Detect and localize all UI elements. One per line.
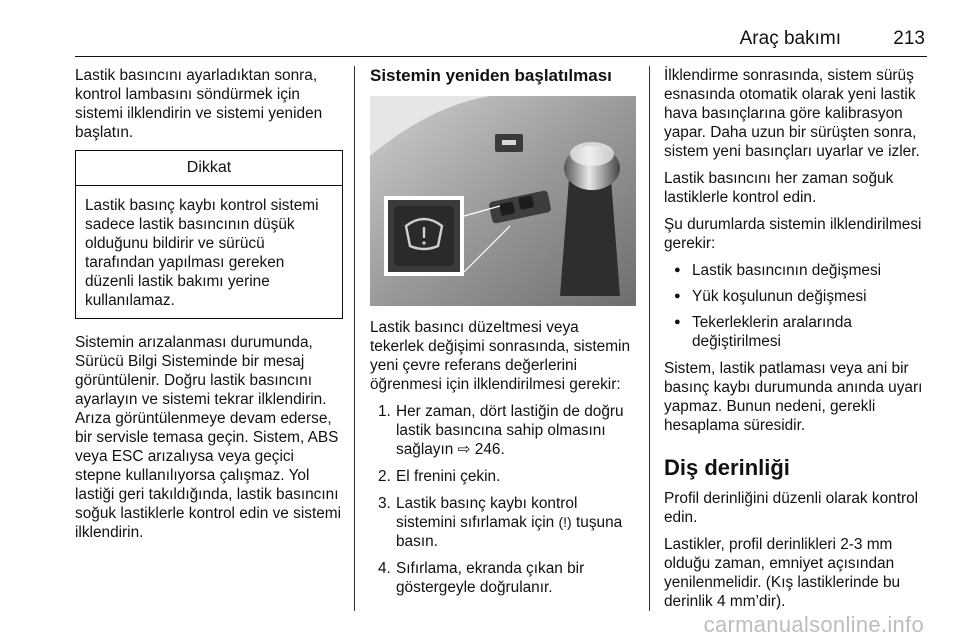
- paragraph: Profil derinliğini düzenli olarak kontrol edin.: [664, 490, 919, 526]
- paragraph: Lastik basıncını her zaman soğuk lastiklerle kontrol edin.: [664, 170, 894, 206]
- list-item: [370, 559, 636, 597]
- step-text: Lastik basınç kaybı kontrol sistemini sıfırlamak için: [396, 495, 578, 531]
- section-heading: Sistemin yeniden başlatılması: [370, 66, 612, 85]
- paragraph: Şu durumlarda sistemin ilklendirilmesi gerekir:: [664, 216, 922, 252]
- page-number: 213: [893, 28, 925, 49]
- list-item: [370, 494, 636, 551]
- paragraph: Sistem, lastik patlaması veya ani bir basınç kaybı durumunda anında uyarı yapmaz. Bunun nedeni, gerekli hesaplama süresidir.: [664, 360, 923, 434]
- paragraph: Lastik basıncını ayarladıktan sonra, kontrol lambasını söndürmek için sistemi ilklendirin ve sistemi yeniden başlatın.: [75, 67, 323, 141]
- page-header: [75, 26, 927, 57]
- watermark: carmanualsonline.info: [703, 612, 924, 637]
- paragraph: Lastik basıncı düzeltmesi veya tekerlek değişimi sonrasında, sistemin yeni çevre referans değerlerini öğrenmesi için ilklendirilmesi gerekir:: [370, 319, 631, 393]
- notice-title: Dikkat: [76, 151, 342, 186]
- section-heading: Diş derinliği: [664, 455, 790, 480]
- step-text: Sıfırlama, ekranda çıkan bir göstergeyle doğrulanır.: [396, 560, 585, 596]
- paragraph: İlklendirme sonrasında, sistem sürüş esnasında otomatik olarak yeni lastik hava basınçlarına göre kalibrasyon yapar. Daha uzun bir sürüşten sonra, sistem yeni basınçları uyarlar ve izler.: [664, 67, 920, 160]
- column-divider-right: [649, 66, 650, 611]
- paragraph: Sistemin arızalanması durumunda, Sürücü Bilgi Sisteminde bir mesaj görüntülenir. Doğru lastik basıncını ayarlayın ve sistemi tekrar ilklendirin. Arıza görüntülenmeye devam ederse, bir servisle temasa geçin. Sistem, ABS veya ESC arızalıysa veya geçici stepne kullanılıyorsa çalışmaz. Yol lastiği geri takıldığında, lastik basıncını soğuk lastiklerle kontrol edin ve sistemi ilklendirin.: [75, 334, 342, 541]
- step-text: Her zaman, dört lastiğin de doğru lastik basıncına sahip olmasını sağlayın ⇨ 246.: [396, 403, 624, 458]
- notice-box: [75, 150, 343, 319]
- step-number: 2.: [378, 468, 391, 485]
- step-text: El frenini çekin.: [396, 468, 501, 485]
- tire-pressure-icon: (!): [558, 514, 572, 530]
- step-text: tuşuna basın.: [396, 514, 623, 550]
- column-divider-left: [354, 66, 355, 611]
- list-item: ● Yük koşulunun değişmesi: [664, 287, 928, 306]
- chapter-title: Araç bakımı: [739, 28, 841, 49]
- list-item: ● Lastik basıncının değişmesi: [664, 261, 928, 280]
- column-middle: [370, 66, 636, 605]
- step-number: 4.: [378, 560, 391, 577]
- center-console-photo: [370, 96, 636, 306]
- steps-list: [370, 402, 636, 597]
- column-right: [664, 66, 928, 619]
- list-item: ● Tekerleklerin aralarında değiştirilmesi: [664, 313, 928, 351]
- notice-text: Lastik basınç kaybı kontrol sistemi sadece lastik basıncının düşük olduğunu bildirir ve sürücü tarafından yapılması gereken düzenli lastik bakımı yerine kullanılamaz.: [85, 197, 319, 309]
- paragraph: Lastikler, profil derinlikleri 2-3 mm olduğu zaman, emniyet açısından yenilenmelidir. (Kış lastiklerinde bu derinlik 4 mm’dir).: [664, 536, 901, 610]
- conditions-list: [664, 261, 928, 351]
- list-item: [370, 402, 636, 459]
- step-number: 1.: [378, 403, 391, 420]
- step-number: 3.: [378, 495, 391, 512]
- column-left: [75, 66, 343, 550]
- list-item: [370, 467, 636, 486]
